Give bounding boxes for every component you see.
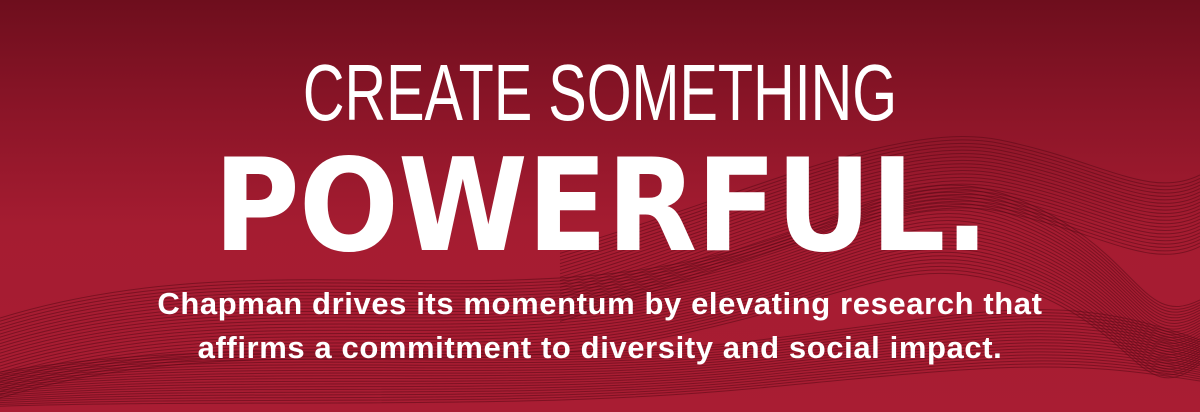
description-line-1: Chapman drives its momentum by elevating research that <box>157 286 1043 321</box>
headline-powerful: POWERFUL. <box>213 132 989 281</box>
headline-create-something: CREATE SOMETHING <box>302 48 898 137</box>
description-line-2: affirms a commitment to diversity and social impact. <box>197 330 1003 365</box>
banner-description <box>0 282 1200 370</box>
